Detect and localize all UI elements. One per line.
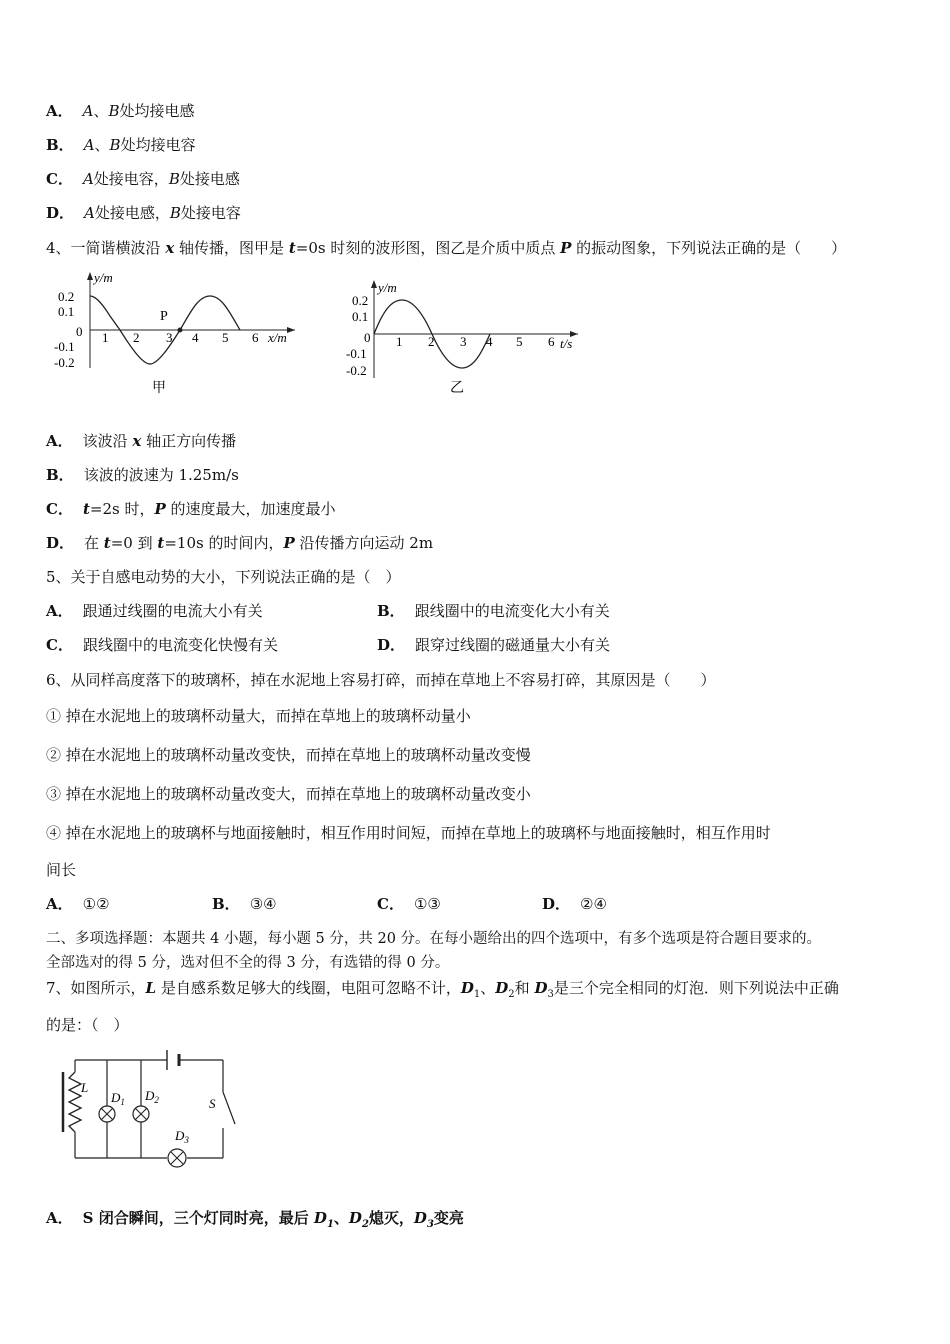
q6-statement-2: ② 掉在水泥地上的玻璃杯动量改变快，而掉在草地上的玻璃杯动量改变慢 bbox=[46, 746, 531, 764]
y-tick-label: 0.2 bbox=[58, 289, 75, 304]
figure-caption: 甲 bbox=[152, 381, 166, 396]
y-axis-label: y/m bbox=[94, 270, 113, 285]
lamp-d1 bbox=[99, 1106, 115, 1122]
q5-option-d: D． 跟穿过线圈的磁通量大小有关 bbox=[377, 636, 611, 654]
point-p-label: P bbox=[160, 309, 168, 324]
y-tick-label: 0.1 bbox=[352, 309, 369, 324]
t-tick-label: 3 bbox=[460, 334, 467, 349]
inductor-label: L bbox=[81, 1080, 89, 1095]
q5-option-c: C． 跟线圈中的电流变化快慢有关 bbox=[46, 636, 278, 654]
q6-option-a: A． ①② bbox=[46, 895, 110, 913]
vibration-graph-figure bbox=[342, 278, 592, 398]
t-tick-label: 4 bbox=[486, 334, 493, 349]
q5-stem: 5、关于自感电动势的大小，下列说法正确的是（ ） bbox=[46, 568, 401, 586]
y-axis-arrow bbox=[371, 280, 377, 288]
q4-option-d: D． 在 t=0 到 t=10s 的时间内，P 沿传播方向运动 2m bbox=[46, 534, 434, 552]
y-tick-label: 0.2 bbox=[352, 293, 369, 308]
y-tick-label: -0.1 bbox=[54, 339, 75, 354]
q3-option-d: D． A处接电感，B处接电容 bbox=[46, 204, 241, 222]
q4-option-b: B． 该波的波速为 1.25m/s bbox=[46, 466, 239, 484]
q5-option-a: A． 跟通过线圈的电流大小有关 bbox=[46, 602, 263, 620]
q6-statement-4-cont: 间长 bbox=[46, 861, 77, 879]
y-axis-arrow bbox=[87, 272, 93, 280]
y-tick-label: 0 bbox=[76, 324, 83, 339]
q7-stem: 7、如图所示，L 是自感系数足够大的线圈，电阻可忽略不计，$D_1$、$D_2$和 $D_3$是三个完全相同的灯泡．则下列说法中正确 bbox=[46, 979, 839, 1000]
point-p-marker bbox=[178, 328, 183, 333]
x-axis-arrow bbox=[287, 327, 295, 333]
t-tick-label: 2 bbox=[428, 334, 435, 349]
q3-option-a: A． A、B处均接电感 bbox=[46, 102, 195, 120]
lamp-d3 bbox=[168, 1149, 186, 1167]
t-axis-label: t/s bbox=[560, 336, 573, 351]
q6-option-d: D． ②④ bbox=[542, 895, 607, 913]
q6-stem: 6、从同样高度落下的玻璃杯，掉在水泥地上容易打碎，而掉在草地上不容易打碎，其原因是（ ） bbox=[46, 671, 716, 689]
y-axis-label: y/m bbox=[378, 280, 397, 295]
section-2-intro-line1: 二、多项选择题：本题共 4 小题，每小题 5 分，共 20 分。在每小题给出的四个选项中，有多个选项是符合题目要求的。 bbox=[46, 931, 822, 947]
q7-stem-cont: 的是：（ ） bbox=[46, 1016, 129, 1034]
y-tick-label: -0.2 bbox=[346, 363, 367, 378]
lamp-d2 bbox=[133, 1106, 149, 1122]
lamp-d1-label: $D_1$ bbox=[111, 1090, 125, 1107]
t-tick-label: 6 bbox=[548, 334, 555, 349]
wave-graph-figure bbox=[50, 268, 300, 398]
q6-statement-3: ③ 掉在水泥地上的玻璃杯动量改变大，而掉在草地上的玻璃杯动量改变小 bbox=[46, 785, 531, 803]
x-tick-label: 4 bbox=[192, 330, 199, 345]
t-tick-label: 5 bbox=[516, 334, 523, 349]
inductor-coil bbox=[69, 1072, 81, 1132]
q6-statement-4: ④ 掉在水泥地上的玻璃杯与地面接触时，相互作用时间短，而掉在草地上的玻璃杯与地面接触时，相互作用时 bbox=[46, 824, 771, 842]
x-tick-label: 1 bbox=[102, 330, 109, 345]
q7-option-a: A． S 闭合瞬间，三个灯同时亮，最后 $D_1$、$D_2$熄灭，$D_3$变亮 bbox=[46, 1209, 464, 1230]
x-axis-label: x/m bbox=[268, 330, 287, 345]
q3-option-b: B． A、B处均接电容 bbox=[46, 136, 196, 154]
y-tick-label: 0.1 bbox=[58, 304, 75, 319]
q5-option-b: B． 跟线圈中的电流变化大小有关 bbox=[377, 602, 610, 620]
circuit-diagram bbox=[55, 1048, 255, 1168]
y-tick-label: -0.1 bbox=[346, 346, 367, 361]
x-tick-label: 2 bbox=[133, 330, 140, 345]
q4-option-c: C． t=2s 时，P 的速度最大，加速度最小 bbox=[46, 500, 336, 518]
lamp-d2-label: $D_2$ bbox=[145, 1088, 159, 1105]
switch-label: S bbox=[209, 1096, 216, 1111]
switch-s bbox=[223, 1092, 235, 1124]
x-tick-label: 3 bbox=[166, 330, 173, 345]
q6-option-c: C． ①③ bbox=[377, 895, 441, 913]
x-tick-label: 6 bbox=[252, 330, 259, 345]
q4-stem: 4、一简谐横波沿 x 轴传播，图甲是 t=0s 时刻的波形图，图乙是介质中质点 P 的振动图象，下列说法正确的是（ ） bbox=[46, 239, 847, 257]
q3-option-c: C． A处接电容，B处接电感 bbox=[46, 170, 240, 188]
section-2-intro-line2: 全部选对的得 5 分，选对但不全的得 3 分，有选错的得 0 分。 bbox=[46, 955, 450, 971]
t-tick-label: 1 bbox=[396, 334, 403, 349]
x-tick-label: 5 bbox=[222, 330, 229, 345]
q6-option-b: B． ③④ bbox=[212, 895, 277, 913]
y-tick-label: -0.2 bbox=[54, 355, 75, 370]
q6-statement-1: ① 掉在水泥地上的玻璃杯动量大，而掉在草地上的玻璃杯动量小 bbox=[46, 707, 471, 725]
figure-caption: 乙 bbox=[450, 381, 464, 396]
y-tick-label: 0 bbox=[364, 330, 371, 345]
lamp-d3-label: $D_3$ bbox=[175, 1128, 189, 1145]
q4-option-a: A． 该波沿 x 轴正方向传播 bbox=[46, 432, 237, 450]
